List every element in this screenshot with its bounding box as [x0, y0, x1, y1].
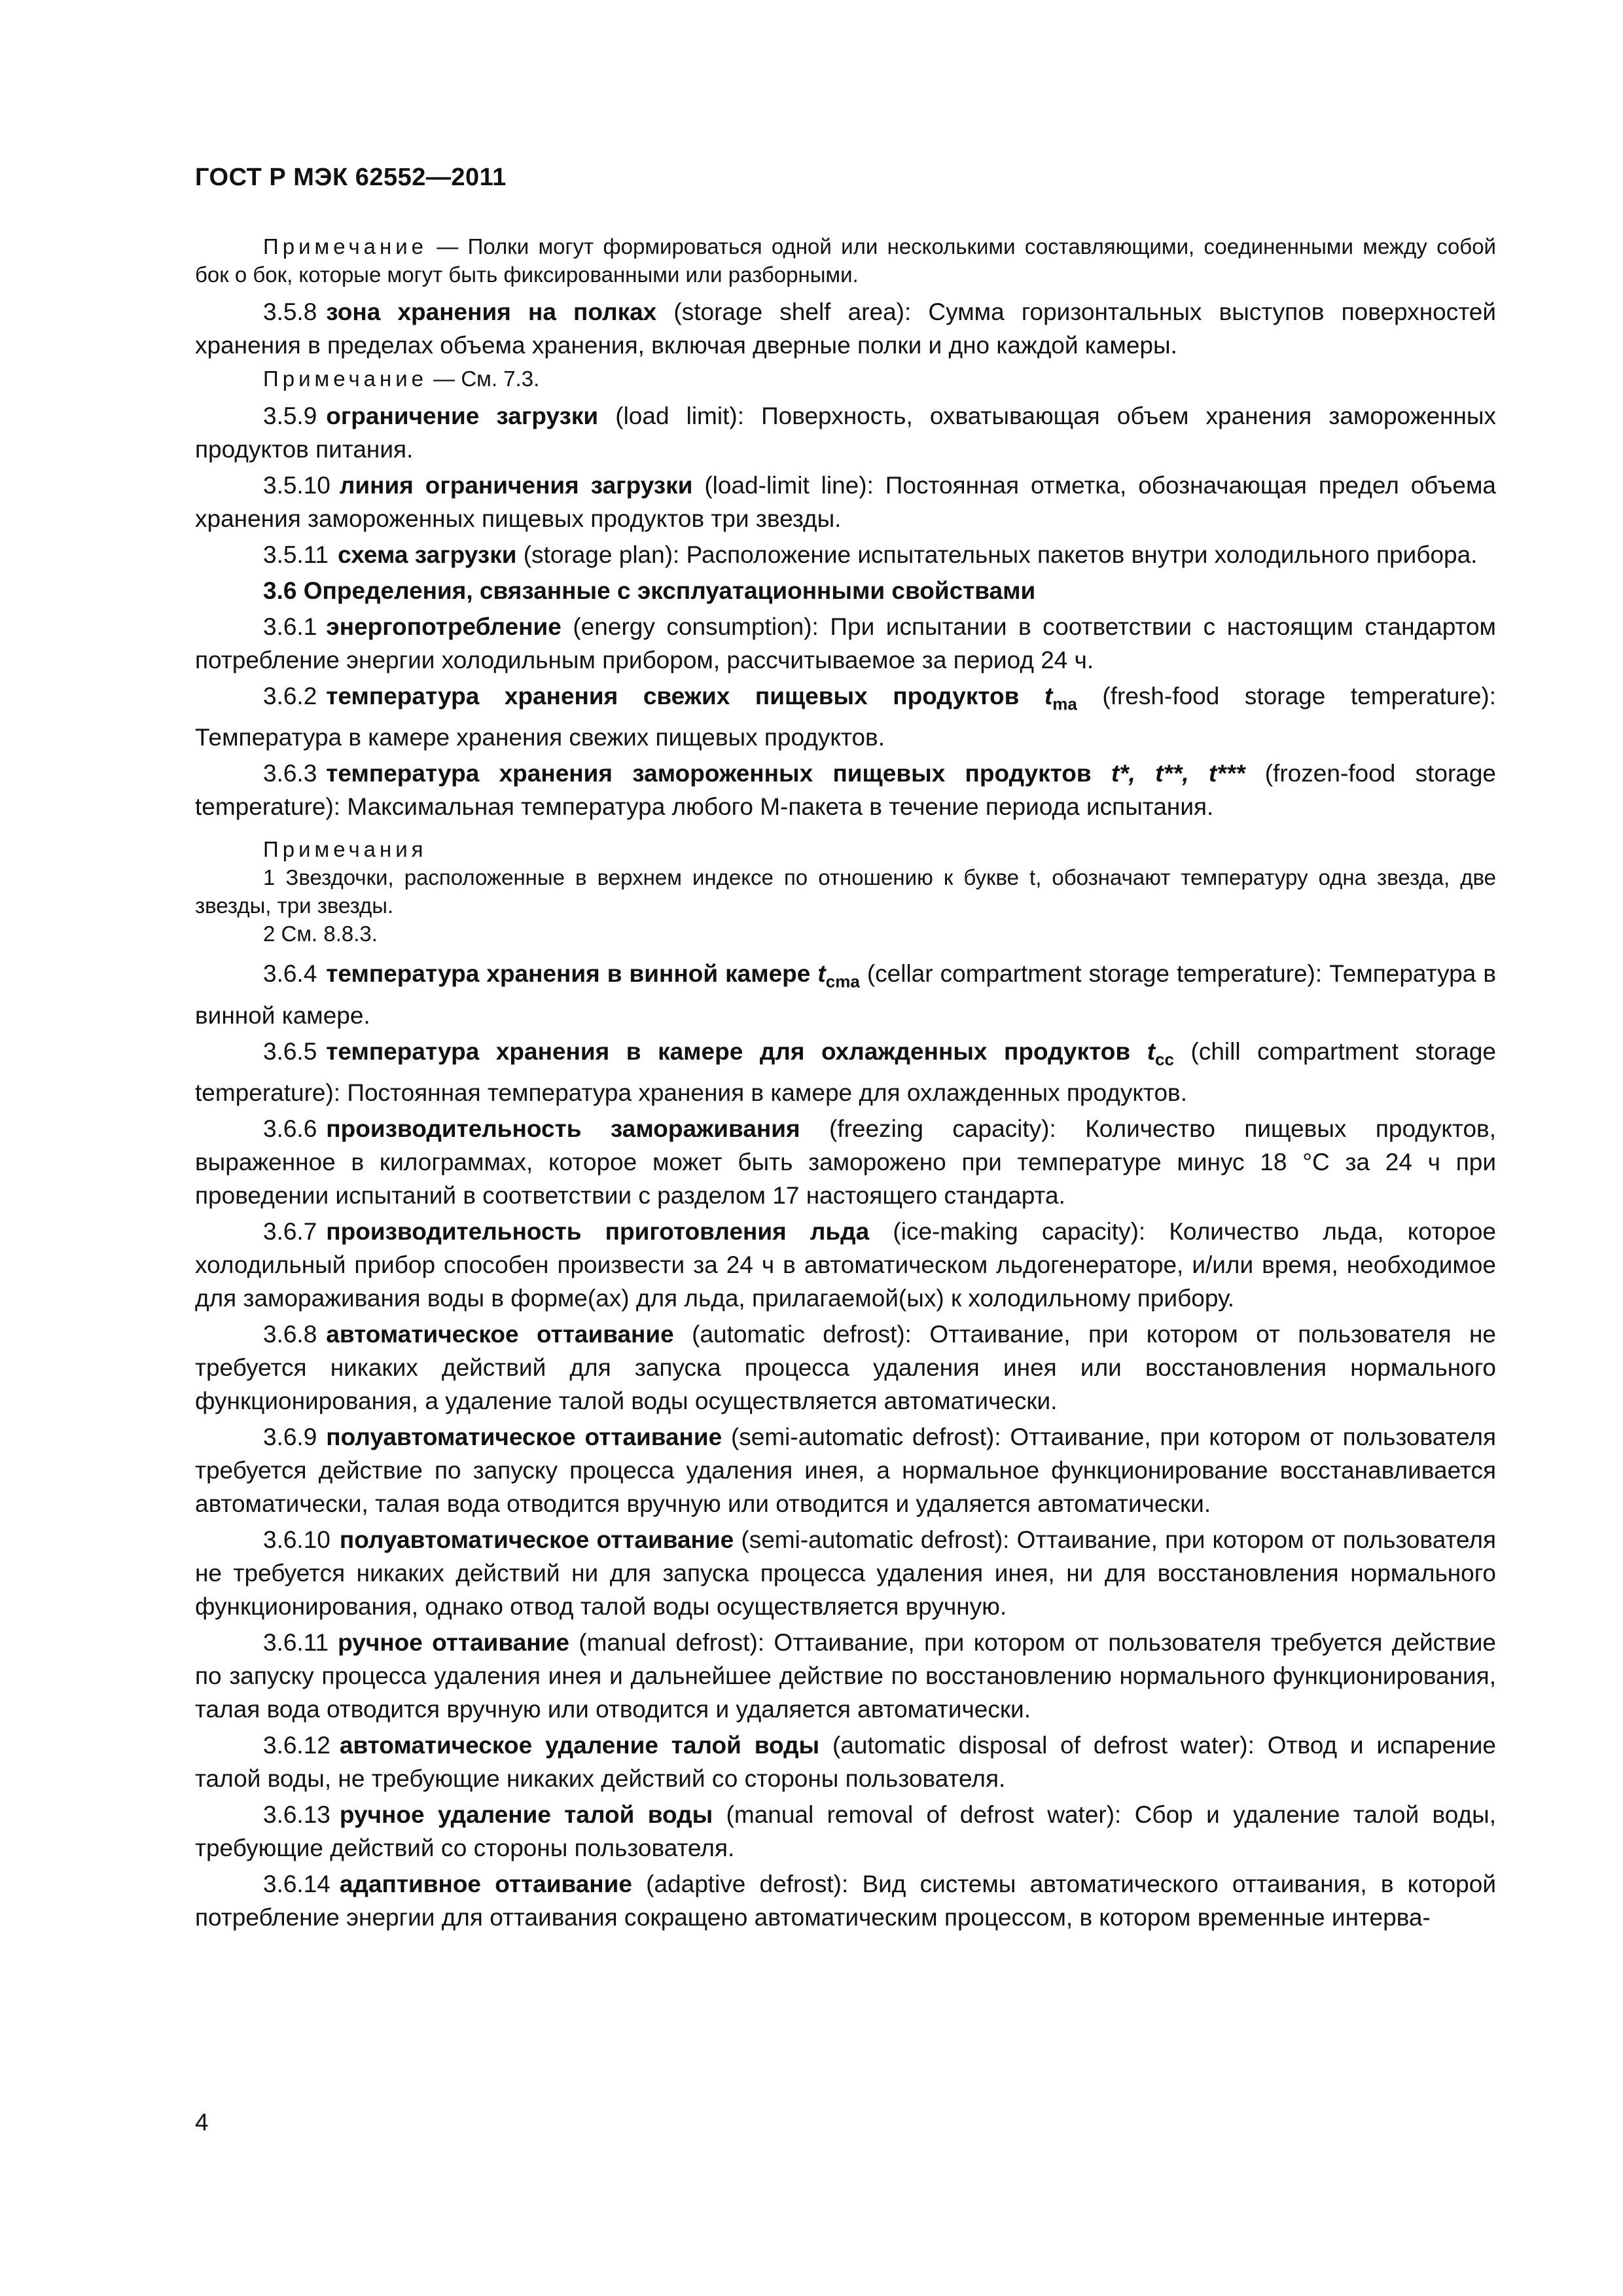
definition-number: 3.6.1 [263, 613, 317, 640]
definition-3-6-11 [195, 1626, 1496, 1726]
definition-text: (adaptive defrost): Вид системы автоматического оттаивания, в которой потребление энергии для оттаивания сокращено автоматическим процессом, в котором временные интерва- [195, 1871, 1496, 1931]
definition-3-6-2 [195, 679, 1496, 754]
symbol-letter: t [817, 960, 826, 988]
definition-number: 3.6.12 [263, 1732, 330, 1759]
notes-3-6-3-label [195, 835, 1496, 863]
definition-text: (storage shelf area): Сумма горизонтальных выступов поверхностей хранения в пределах объема хранения, включая дверные полки и дно каждой камеры. [195, 298, 1496, 359]
page-number: 4 [195, 2109, 209, 2136]
definition-number: 3.6.5 [263, 1037, 317, 1065]
definition-3-6-6 [195, 1112, 1496, 1212]
definition-term: автоматическое удаление талой воды [339, 1732, 820, 1759]
definition-text: (load limit): Поверхность, охватывающая объем хранения замороженных продуктов питания. [195, 403, 1496, 463]
definition-term: автоматическое оттаивание [326, 1321, 674, 1348]
definition-text: (cellar compartment storage temperature): Температура в винной камере. [195, 960, 1496, 1029]
definition-text: (automatic disposal of defrost water): Отвод и испарение талой воды, не требующие никаких действий со стороны пользователя. [195, 1732, 1497, 1793]
definition-term: адаптивное оттаивание [339, 1871, 632, 1898]
definition-term: температура хранения в винной камере [326, 960, 811, 988]
definition-3-6-1 [195, 610, 1496, 677]
definition-3-5-10 [195, 469, 1496, 535]
section-heading-3-6: 3.6 Определения, связанные с эксплуатационными свойствами [263, 577, 1036, 604]
definition-term: схема загрузки [338, 541, 517, 568]
document-body [195, 232, 1496, 1937]
definition-text: (manual removal of defrost water): Сбор и удаление талой воды, требующие действий со стороны пользователя. [195, 1801, 1497, 1862]
definition-number: 3.6.10 [263, 1526, 330, 1554]
symbol [1044, 683, 1077, 714]
definition-number: 3.5.8 [263, 298, 317, 325]
definition-3-6-14 [195, 1867, 1496, 1934]
note-label: Примечание [263, 234, 428, 259]
note-shelves [195, 232, 1496, 289]
definition-number: 3.6.11 [263, 1629, 329, 1657]
definition-term: температура хранения в камере для охлажденных продуктов [326, 1037, 1131, 1065]
definition-text: (automatic defrost): Оттаивание, при котором от пользователя не требуется никаких действий для запуска процесса удаления инея или восстановления нормального функционирования, а удаление талой воды осуществляется автоматически. [195, 1321, 1497, 1415]
definition-3-6-4 [195, 957, 1496, 1031]
definition-3-5-9 [195, 399, 1496, 466]
definition-3-6-13 [195, 1798, 1496, 1865]
note-text: — Полки могут формироваться одной или несколькими составляющими, соединенными между собой бок о бок, которые могут быть фиксированными или разборными. [195, 234, 1496, 287]
definition-text: (frozen-food storage temperature): Максимальная температура любого М-пакета в течение периода испытания. [195, 760, 1496, 821]
definition-text: (storage plan): Расположение испытательных пакетов внутри холодильного прибора. [516, 541, 1478, 568]
definition-number: 3.6.9 [263, 1424, 317, 1451]
definition-3-6-12 [195, 1729, 1496, 1795]
definition-term: производительность приготовления льда [326, 1218, 870, 1246]
definition-term: энергопотребление [326, 613, 562, 640]
symbol-letter: t [1044, 683, 1053, 709]
note-item-2: 2 См. 8.8.3. [263, 922, 378, 946]
definition-3-5-11 [195, 538, 1496, 571]
definition-number: 3.6.14 [263, 1871, 330, 1898]
note-text: — См. 7.3. [427, 367, 540, 391]
definition-text: (semi-automatic defrost): Оттаивание, при котором от пользователя требуется действие по запуску процесса удаления инея, а нормальное функционирование восстанавливается автоматически, талая вода отводится вручную или отводится и удаляется автоматически. [195, 1424, 1496, 1518]
definition-number: 3.6.3 [263, 760, 317, 787]
definition-number: 3.6.6 [263, 1115, 317, 1143]
symbol: t*, t**, t*** [1111, 760, 1245, 787]
symbol-subscript: cma [825, 971, 860, 992]
definition-text: (fresh-food storage temperature): Температура в камере хранения свежих пищевых продуктов. [195, 683, 1496, 751]
definition-term: производительность замораживания [326, 1115, 800, 1143]
definition-term: линия ограничения загрузки [339, 472, 693, 499]
definition-3-6-3 [195, 757, 1496, 823]
definition-number: 3.6.8 [263, 1321, 317, 1348]
definition-3-6-10 [195, 1523, 1496, 1623]
symbol-letter: t [1147, 1037, 1156, 1065]
definition-text: (load-limit line): Постоянная отметка, обозначающая предел объема хранения замороженных пищевых продуктов три звезды. [195, 472, 1496, 532]
definition-term: температура хранения свежих пищевых продуктов [326, 683, 1020, 709]
note-label: Примечание [263, 367, 428, 391]
definition-number: 3.6.4 [263, 960, 317, 988]
definition-3-6-9 [195, 1420, 1496, 1520]
definition-number: 3.6.2 [263, 683, 317, 709]
definition-text: (chill compartment storage temperature): Постоянная температура хранения в камере для охлажденных продуктов. [195, 1037, 1497, 1107]
definition-text: (energy consumption): При испытании в соответствии с настоящим стандартом потребление энергии холодильным прибором, рассчитываемое за период 24 ч. [195, 613, 1496, 673]
symbol [817, 960, 860, 992]
definition-3-5-8 [195, 295, 1496, 362]
definition-term: полуавтоматическое оттаивание [339, 1526, 734, 1554]
definition-number: 3.6.13 [263, 1801, 330, 1829]
definition-term: полуавтоматическое оттаивание [326, 1424, 722, 1451]
definition-term: температура хранения замороженных пищевых продуктов [326, 760, 1092, 787]
definition-text: (manual defrost): Оттаивание, при котором от пользователя требуется действие по запуску процесса удаления инея и дальнейшее действие по восстановлению нормального функционирования, талая вода отводится вручную или отводится и удаляется автоматически. [195, 1629, 1496, 1723]
definition-term: зона хранения на полках [326, 298, 657, 325]
definition-term: ограничение загрузки [326, 403, 599, 429]
definition-text: (freezing capacity): Количество пищевых продуктов, выраженное в килограммах, которое может быть заморожено при температуре минус 18 °C за 24 ч при проведении испытаний в соответствии с разделом 17 настоящего стандарта. [195, 1115, 1496, 1210]
notes-label: Примечания [263, 837, 427, 862]
definition-3-6-8 [195, 1318, 1496, 1418]
definition-3-6-5 [195, 1035, 1496, 1109]
symbol [1147, 1037, 1174, 1069]
definition-number: 3.5.9 [263, 403, 317, 429]
doc-header: ГОСТ Р МЭК 62552—2011 [195, 164, 507, 191]
definition-text: (semi-automatic defrost): Оттаивание, при котором от пользователя не требуется никаких действий ни для запуска процесса удаления инея, ни для восстановления нормального функционирования, однако отвод талой воды осуществляется вручную. [195, 1526, 1496, 1621]
definition-term: ручное удаление талой воды [339, 1801, 713, 1829]
definition-number: 3.5.10 [263, 472, 330, 499]
symbol-subscript: cc [1155, 1049, 1174, 1069]
definition-number: 3.6.7 [263, 1218, 317, 1246]
note-3-5-8 [195, 365, 1496, 393]
definition-text: (ice-making capacity): Количество льда, которое холодильный прибор способен произвести за 24 ч в автоматическом льдогенераторе, и/или время, необходимое для замораживания воды в форме(ах) для льда, прилагаемой(ых) к холодильному прибору. [195, 1218, 1496, 1312]
note-item-1: 1 Звездочки, расположенные в верхнем индексе по отношению к букве t, обозначают температуру одна звезда, две звезды, три звезды. [195, 865, 1496, 918]
definition-term: ручное оттаивание [338, 1629, 569, 1657]
definition-3-6-7 [195, 1215, 1496, 1315]
symbol-subscript: ma [1052, 694, 1077, 714]
definition-number: 3.5.11 [263, 541, 329, 568]
